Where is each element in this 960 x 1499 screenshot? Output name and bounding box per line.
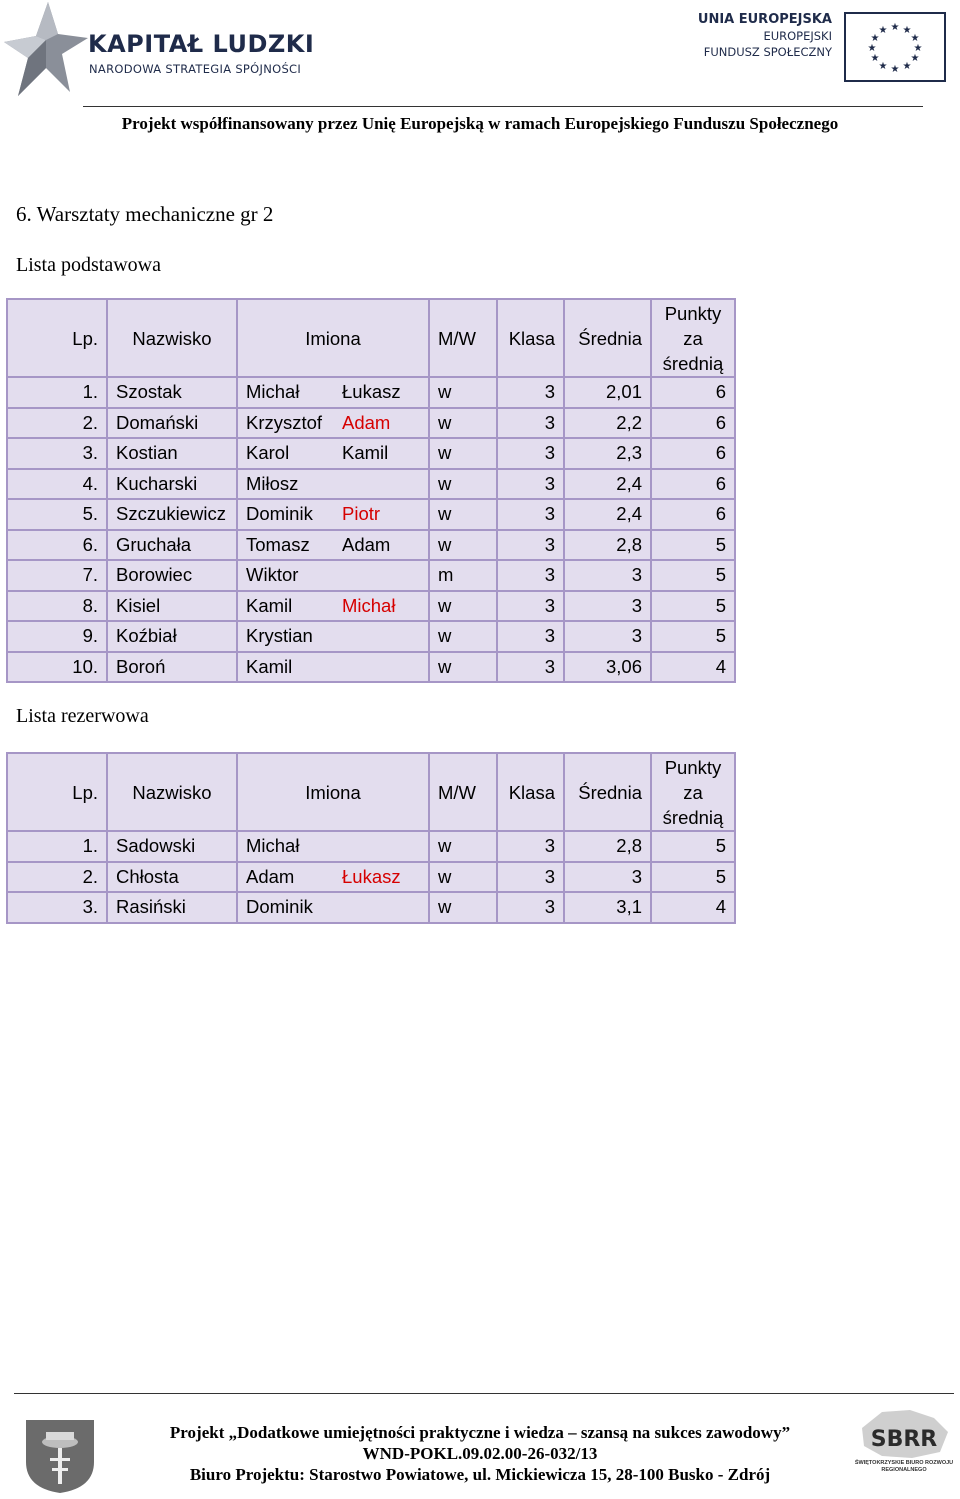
cell-mw: w — [429, 377, 497, 408]
col-srednia: Średnia — [564, 299, 651, 377]
col-mw: M/W — [429, 753, 497, 831]
cell-srednia: 2,2 — [564, 408, 651, 439]
cell-klasa: 3 — [497, 408, 564, 439]
cell-mw: w — [429, 591, 497, 622]
kapital-ludzki-logo — [0, 0, 330, 100]
cell-klasa: 3 — [497, 892, 564, 923]
cell-srednia: 2,4 — [564, 469, 651, 500]
col-punkty — [651, 299, 735, 377]
cell-imie-drugie — [334, 560, 429, 591]
cell-srednia: 2,4 — [564, 499, 651, 530]
cell-imie-drugie — [334, 831, 429, 862]
cell-imie-drugie: Łukasz — [334, 377, 429, 408]
cell-klasa: 3 — [497, 652, 564, 683]
cell-klasa: 3 — [497, 560, 564, 591]
cell-nazwisko: Szostak — [107, 377, 237, 408]
cell-imie-pierwsze: Krystian — [237, 621, 334, 652]
cell-lp: 3. — [7, 438, 107, 469]
footer-project-number: WND-POKL.09.02.00-26-032/13 — [362, 1444, 598, 1463]
cell-nazwisko: Borowiec — [107, 560, 237, 591]
cell-imie-drugie — [334, 621, 429, 652]
cell-imie-pierwsze: Wiktor — [237, 560, 334, 591]
cell-mw: w — [429, 469, 497, 500]
cell-nazwisko: Kostian — [107, 438, 237, 469]
cell-punkty: 5 — [651, 530, 735, 561]
footer-office-address: Biuro Projektu: Starostwo Powiatowe, ul. Mickiewicza 15, 28-100 Busko - Zdrój — [189, 1465, 771, 1484]
cell-imie-drugie — [334, 892, 429, 923]
cell-srednia: 3 — [564, 560, 651, 591]
cell-imie-drugie: Łukasz — [334, 862, 429, 893]
cell-lp: 4. — [7, 469, 107, 500]
table-row — [7, 892, 735, 923]
cell-punkty: 5 — [651, 560, 735, 591]
header-divider — [83, 106, 923, 107]
cell-punkty: 4 — [651, 652, 735, 683]
cell-imie-pierwsze: Dominik — [237, 499, 334, 530]
cell-mw: w — [429, 621, 497, 652]
cell-imie-pierwsze: Dominik — [237, 892, 334, 923]
cell-srednia: 2,3 — [564, 438, 651, 469]
cell-mw: w — [429, 652, 497, 683]
cell-lp: 9. — [7, 621, 107, 652]
cell-klasa: 3 — [497, 831, 564, 862]
reserve-list-body — [7, 831, 735, 923]
main-list-title: Lista podstawowa — [16, 254, 161, 276]
table-row — [7, 499, 735, 530]
table-row — [7, 621, 735, 652]
cell-lp: 2. — [7, 862, 107, 893]
cell-nazwisko: Gruchała — [107, 530, 237, 561]
cell-punkty: 6 — [651, 408, 735, 439]
cell-punkty: 5 — [651, 591, 735, 622]
cell-imie-pierwsze: Tomasz — [237, 530, 334, 561]
col-lp: Lp. — [7, 753, 107, 831]
cell-klasa: 3 — [497, 862, 564, 893]
eu-stars-icon — [846, 14, 944, 80]
cell-imie-drugie: Michał — [334, 591, 429, 622]
sbrr-logo-text: SBRR — [870, 1427, 938, 1452]
cell-lp: 5. — [7, 499, 107, 530]
section-title: 6. Warsztaty mechaniczne gr 2 — [16, 202, 274, 226]
eu-flag-icon — [844, 12, 946, 82]
table-row — [7, 377, 735, 408]
svg-text:★: ★ — [870, 53, 880, 64]
footer-divider — [14, 1393, 954, 1394]
main-list-body — [7, 377, 735, 682]
col-klasa: Klasa — [497, 753, 564, 831]
cell-imie-drugie: Kamil — [334, 438, 429, 469]
cell-srednia: 3 — [564, 591, 651, 622]
col-klasa: Klasa — [497, 299, 564, 377]
cell-punkty: 6 — [651, 469, 735, 500]
sbrr-logo — [852, 1408, 956, 1494]
cell-imie-pierwsze: Krzysztof — [237, 408, 334, 439]
cell-mw: w — [429, 408, 497, 439]
cell-srednia: 3 — [564, 621, 651, 652]
cell-mw: w — [429, 438, 497, 469]
col-punkty-line1: Punkty — [664, 756, 722, 778]
col-mw: M/W — [429, 299, 497, 377]
svg-text:★: ★ — [902, 61, 912, 72]
svg-text:★: ★ — [910, 53, 920, 64]
cell-mw: m — [429, 560, 497, 591]
kapital-ludzki-title: KAPITAŁ LUDZKI — [88, 30, 315, 58]
table-header-row — [7, 753, 735, 831]
ue-logo-text — [698, 12, 832, 60]
cell-nazwisko: Chłosta — [107, 862, 237, 893]
svg-text:★: ★ — [878, 61, 888, 72]
footer-text — [0, 1422, 960, 1485]
kapital-ludzki-subtitle: NARODOWA STRATEGIA SPÓJNOŚCI — [89, 62, 302, 76]
col-nazwisko: Nazwisko — [107, 753, 237, 831]
cell-mw: w — [429, 892, 497, 923]
cell-lp: 1. — [7, 831, 107, 862]
cell-lp: 3. — [7, 892, 107, 923]
svg-text:★: ★ — [878, 25, 888, 36]
table-row — [7, 560, 735, 591]
cell-nazwisko: Boroń — [107, 652, 237, 683]
cell-nazwisko: Kisiel — [107, 591, 237, 622]
col-lp: Lp. — [7, 299, 107, 377]
col-imiona: Imiona — [237, 753, 429, 831]
cofinancing-caption: Projekt współfinansowany przez Unię Europejską w ramach Europejskiego Funduszu Społecznego — [121, 114, 839, 133]
cell-nazwisko: Rasiński — [107, 892, 237, 923]
cell-imie-pierwsze: Adam — [237, 862, 334, 893]
cell-klasa: 3 — [497, 377, 564, 408]
cell-srednia: 2,01 — [564, 377, 651, 408]
cell-imie-pierwsze: Karol — [237, 438, 334, 469]
footer-project-name: Projekt „Dodatkowe umiejętności praktyczne i wiedza – szansą na sukces zawodowy” — [169, 1423, 791, 1442]
main-list-table — [6, 298, 736, 683]
table-row — [7, 831, 735, 862]
table-row — [7, 530, 735, 561]
svg-text:★: ★ — [910, 33, 920, 44]
cell-imie-pierwsze: Michał — [237, 831, 334, 862]
sbrr-logo-icon — [852, 1408, 956, 1460]
cell-nazwisko: Sadowski — [107, 831, 237, 862]
table-row — [7, 652, 735, 683]
cell-lp: 10. — [7, 652, 107, 683]
cell-mw: w — [429, 831, 497, 862]
cell-nazwisko: Kucharski — [107, 469, 237, 500]
cell-imie-pierwsze: Kamil — [237, 652, 334, 683]
col-punkty-line2: za — [683, 781, 703, 803]
col-punkty-line1: Punkty — [664, 302, 722, 324]
cell-lp: 2. — [7, 408, 107, 439]
cell-imie-drugie: Adam — [334, 408, 429, 439]
table-row — [7, 591, 735, 622]
ue-line3: FUNDUSZ SPOŁECZNY — [703, 45, 832, 59]
cell-klasa: 3 — [497, 621, 564, 652]
cell-imie-pierwsze: Michał — [237, 377, 334, 408]
svg-text:★: ★ — [870, 33, 880, 44]
svg-text:★: ★ — [902, 25, 912, 36]
cell-punkty: 5 — [651, 621, 735, 652]
col-srednia: Średnia — [564, 753, 651, 831]
cell-mw: w — [429, 530, 497, 561]
table-row — [7, 469, 735, 500]
col-nazwisko: Nazwisko — [107, 299, 237, 377]
cell-klasa: 3 — [497, 469, 564, 500]
cell-klasa: 3 — [497, 438, 564, 469]
svg-text:★: ★ — [890, 22, 900, 33]
table-row — [7, 438, 735, 469]
cell-imie-drugie — [334, 652, 429, 683]
cell-mw: w — [429, 862, 497, 893]
table-header-row — [7, 299, 735, 377]
cell-srednia: 2,8 — [564, 831, 651, 862]
cell-punkty: 6 — [651, 377, 735, 408]
cell-lp: 1. — [7, 377, 107, 408]
cell-punkty: 5 — [651, 831, 735, 862]
cell-nazwisko: Koźbiał — [107, 621, 237, 652]
cell-klasa: 3 — [497, 591, 564, 622]
cell-imie-drugie — [334, 469, 429, 500]
col-punkty-line2: za — [683, 327, 703, 349]
cell-punkty: 4 — [651, 892, 735, 923]
col-punkty — [651, 753, 735, 831]
sbrr-caption: ŚWIĘTOKRZYSKIE BIURO ROZWOJU REGIONALNEGO — [854, 1460, 954, 1473]
cell-imie-drugie: Adam — [334, 530, 429, 561]
svg-text:★: ★ — [890, 64, 900, 75]
cell-nazwisko: Domański — [107, 408, 237, 439]
cell-imie-drugie: Piotr — [334, 499, 429, 530]
col-punkty-line3: średnią — [662, 352, 724, 374]
table-row — [7, 862, 735, 893]
star-shape-icon — [0, 0, 90, 100]
cell-punkty: 6 — [651, 438, 735, 469]
ue-line2: EUROPEJSKI — [763, 29, 832, 43]
svg-text:★: ★ — [867, 43, 877, 54]
cell-srednia: 3 — [564, 862, 651, 893]
reserve-list-title: Lista rezerwowa — [16, 705, 149, 727]
cell-punkty: 5 — [651, 862, 735, 893]
svg-text:★: ★ — [913, 43, 923, 54]
cell-srednia: 3,06 — [564, 652, 651, 683]
cell-mw: w — [429, 499, 497, 530]
reserve-list-table — [6, 752, 736, 924]
cell-lp: 7. — [7, 560, 107, 591]
cell-klasa: 3 — [497, 499, 564, 530]
ue-line1: UNIA EUROPEJSKA — [697, 12, 832, 27]
table-row — [7, 408, 735, 439]
cell-punkty: 6 — [651, 499, 735, 530]
cell-lp: 6. — [7, 530, 107, 561]
cell-imie-pierwsze: Miłosz — [237, 469, 334, 500]
cell-klasa: 3 — [497, 530, 564, 561]
col-punkty-line3: średnią — [662, 806, 724, 828]
cell-imie-pierwsze: Kamil — [237, 591, 334, 622]
col-imiona: Imiona — [237, 299, 429, 377]
cell-nazwisko: Szczukiewicz — [107, 499, 237, 530]
cell-lp: 8. — [7, 591, 107, 622]
cell-srednia: 3,1 — [564, 892, 651, 923]
cell-srednia: 2,8 — [564, 530, 651, 561]
